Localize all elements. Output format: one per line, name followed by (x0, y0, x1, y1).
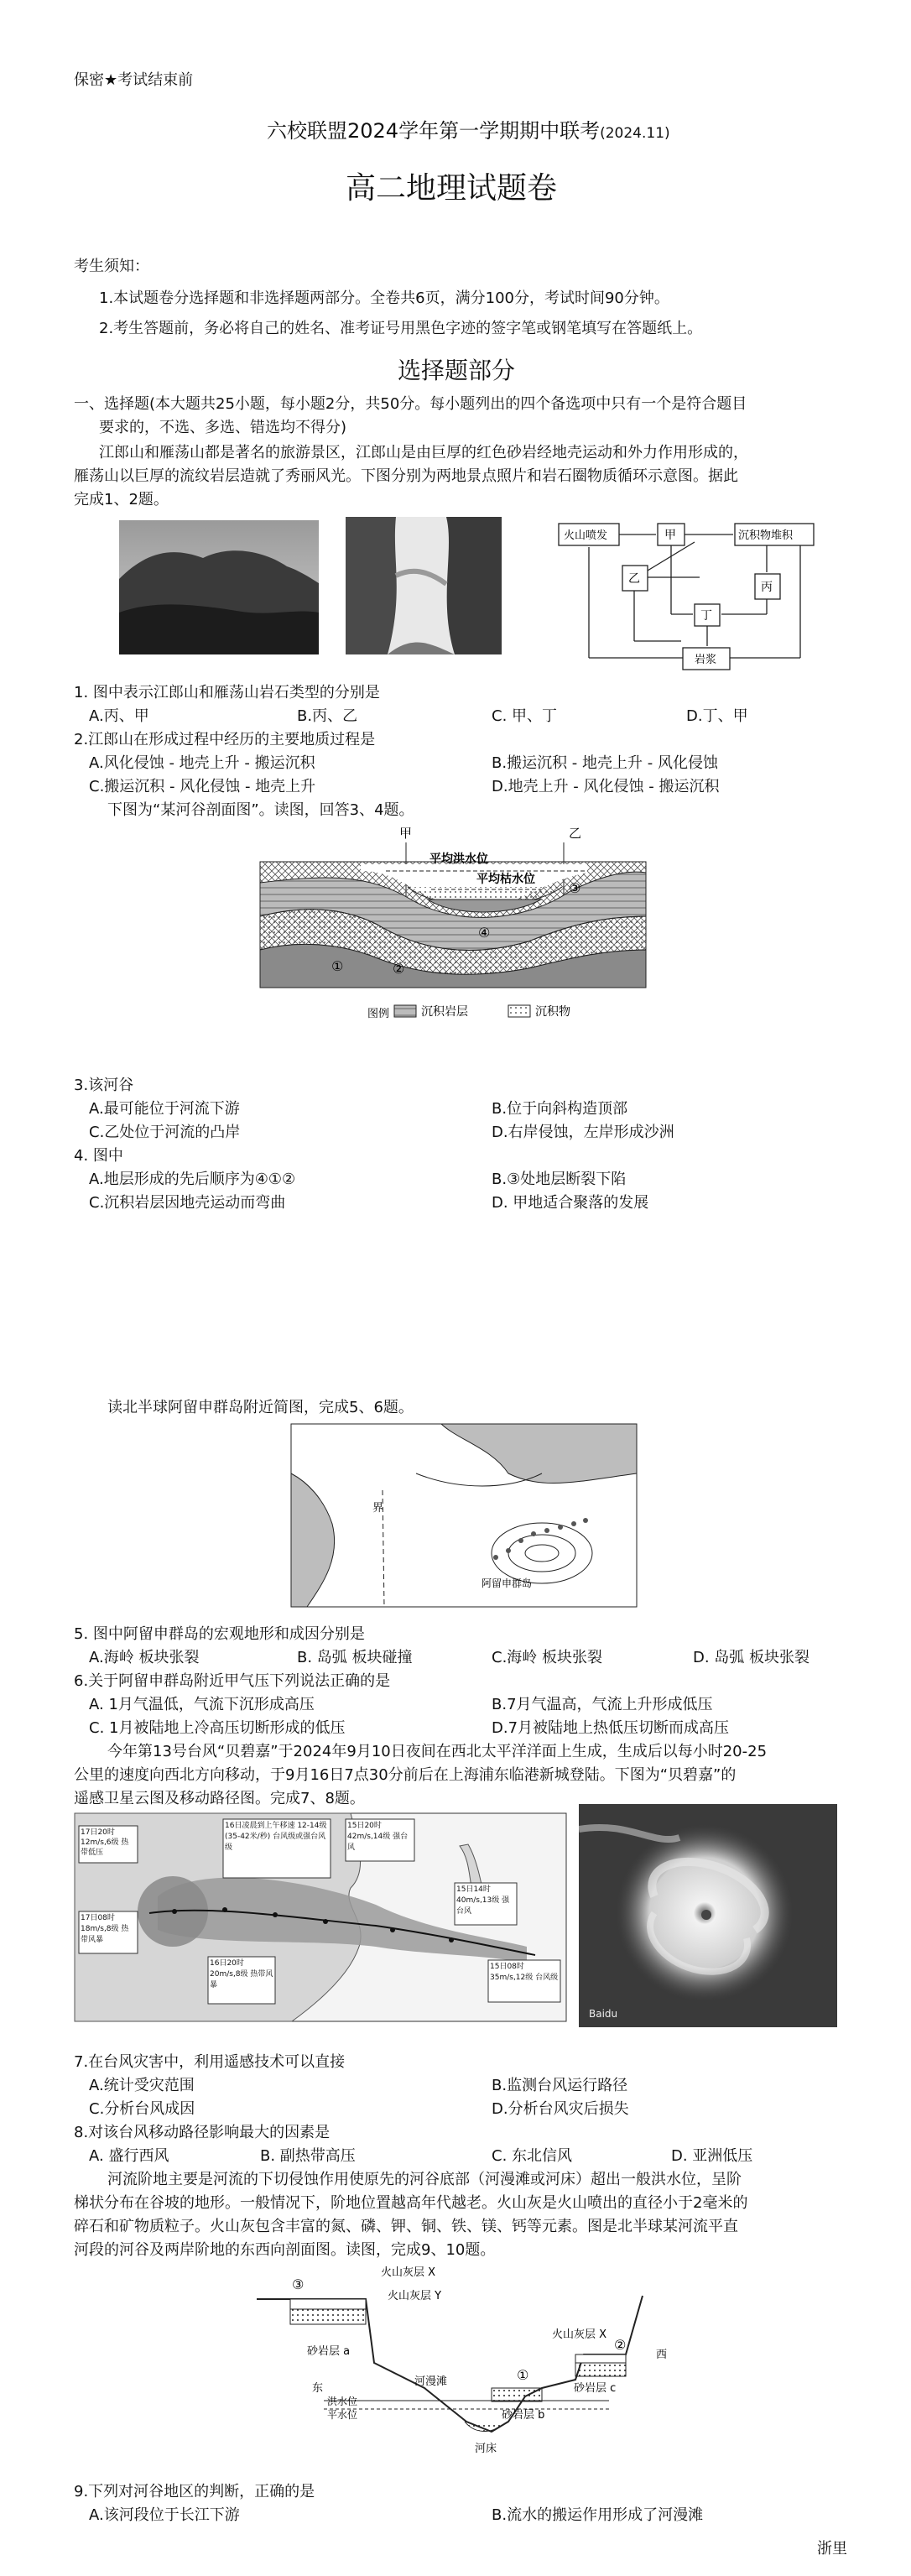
magma-box: 岩浆 (695, 654, 717, 666)
aleutian-map (290, 1423, 638, 1608)
q6-stem: 6.关于阿留申群岛附近甲气压下列说法正确的是 (74, 1672, 391, 1690)
section-title: 选择题部分 (398, 357, 516, 384)
passage5-line4: 河段的河谷及两岸阶地的东西向剖面图。读图，完成9、10题。 (74, 2241, 496, 2259)
page-footer: 浙里 (817, 2540, 847, 2558)
q5-option-b: B. 岛弧 板块碰撞 (297, 1649, 413, 1666)
notice-item-2: 2.考生答题前，务必将自己的姓名、准考证号用黑色字迹的签字笔或钢笔填写在答题纸上。 (99, 320, 703, 337)
rock-cycle-diagram (557, 515, 817, 675)
profile-flood-level: 平均洪水位 (429, 853, 488, 866)
typhoon-track-map (74, 1812, 567, 2022)
q4-option-a: A.地层形成的先后顺序为④①② (89, 1171, 296, 1188)
q5-option-a: A.海岭 板块张裂 (89, 1649, 200, 1666)
q7-option-b: B.监测台风运行路径 (492, 2077, 628, 2094)
map-boundary-mark: 界 (372, 1502, 384, 1515)
terrace-n2: ② (614, 2337, 627, 2353)
q8-option-d: D. 亚洲低压 (671, 2147, 753, 2165)
q6-option-c: C. 1月被陆地上冷高压切断形成的低压 (89, 1719, 346, 1737)
q1-stem: 1. 图中表示江郎山和雁荡山岩石类型的分别是 (74, 684, 380, 701)
q1-option-a: A.丙、甲 (89, 707, 149, 725)
q6-option-a: A. 1月气温低，气流下沉形成高压 (89, 1696, 315, 1713)
track-label-15-14: 15日14时 40m/s,13级 强台风 (456, 1885, 510, 1916)
track-label-15-08: 15日08时 35m/s,12级 台风级 (490, 1963, 559, 1982)
box-bing: 丙 (761, 581, 773, 594)
passage4-line1: 今年第13号台风“贝碧嘉”于2024年9月10日夜间在西北太平洋洋面上生成，生成后以每小时20-25 (107, 1743, 768, 1760)
track-label-16-morning: 16日凌晨到上午移速 12-14级(35-42米/秒) 台风级或强台风级 (225, 1822, 327, 1852)
q3-option-c: C.乙处位于河流的凸岸 (89, 1124, 241, 1141)
volcano-box: 火山喷发 (564, 529, 608, 542)
track-label-17-08: 17日08时 18m/s,8级 热带风暴 (81, 1914, 129, 1944)
passage5-line3: 碎石和矿物质粒子。火山灰包含丰富的氮、磷、钾、铜、铁、镁、钙等元素。图是北半球某河流平直 (74, 2218, 738, 2235)
terrace-sand-a: 砂岩层 a (307, 2345, 351, 2358)
satellite-cloud-image (579, 1804, 837, 2027)
terrace-normal-level: 平水位 (327, 2409, 358, 2421)
section-intro-2: 要求的，不选、多选、错选均不得分) (99, 419, 347, 436)
passage1-line2: 雁荡山以巨厚的流纹岩层造就了秀丽风光。下图分别为两地景点照片和岩石圈物质循环示意图。据此 (74, 467, 738, 485)
profile-n2: ② (393, 961, 405, 977)
passage4-line3: 遥感卫星云图及移动路径图。完成7、8题。 (74, 1790, 365, 1807)
terrace-ash-y: 火山灰层 Y (388, 2290, 442, 2302)
notice-item-1: 1.本试题卷分选择题和非选择题两部分。全卷共6页，满分100分，考试时间90分钟。 (99, 289, 669, 307)
notice-heading: 考生须知： (74, 258, 149, 275)
track-label-17-20: 17日20时 12m/s,6级 热带低压 (81, 1828, 129, 1857)
q9-stem: 9.下列对河谷地区的判断，正确的是 (74, 2483, 315, 2500)
terrace-west: 西 (656, 2349, 668, 2361)
q4-option-c: C.沉积岩层因地壳运动而弯曲 (89, 1194, 286, 1212)
q3-option-b: B.位于向斜构造顶部 (492, 1100, 628, 1118)
q1-option-d: D.丁、甲 (686, 707, 748, 725)
q4-stem: 4. 图中 (74, 1147, 123, 1165)
passage4-line2: 公里的速度向西北方向移动，于9月16日7点30分前后在上海浦东临港新城登陆。下图为“贝碧嘉”的 (74, 1766, 737, 1784)
paper-title: 高二地理试题卷 (346, 171, 558, 206)
q8-option-c: C. 东北信风 (492, 2147, 573, 2165)
box-jia: 甲 (664, 529, 676, 542)
terrace-floodplain: 河漫滩 (414, 2375, 448, 2388)
q2-option-b: B.搬运沉积 - 地壳上升 - 风化侵蚀 (492, 754, 718, 772)
q2-option-c: C.搬运沉积 - 风化侵蚀 - 地壳上升 (89, 778, 316, 795)
satellite-watermark: Baidu (589, 2008, 618, 2020)
terrace-riverbed: 河床 (475, 2443, 497, 2455)
q2-option-d: D.地壳上升 - 风化侵蚀 - 搬运沉积 (492, 778, 720, 795)
q4-option-d: D. 甲地适合聚落的发展 (492, 1194, 649, 1212)
map-aleutian-label: 阿留申群岛 (482, 1577, 533, 1589)
profile-yi: 乙 (569, 826, 582, 841)
confidential-label: 保密★考试结束前 (74, 71, 194, 89)
terrace-ash-x-right: 火山灰层 X (552, 2328, 607, 2341)
sediment-box: 沉积物堆积 (738, 529, 794, 542)
q5-stem: 5. 图中阿留申群岛的宏观地形和成因分别是 (74, 1625, 365, 1643)
profile-n1: ① (331, 958, 344, 974)
passage5-line1: 河流阶地主要是河流的下切侵蚀作用使原先的河谷底部（河漫滩或河床）超出一般洪水位，呈阶 (107, 2171, 742, 2188)
q2-stem: 2.江郎山在形成过程中经历的主要地质过程是 (74, 731, 376, 748)
q1-option-b: B.丙、乙 (297, 707, 358, 725)
terrace-n1: ① (517, 2367, 529, 2383)
jianglang-photo (119, 520, 319, 654)
q3-option-d: D.右岸侵蚀，左岸形成沙洲 (492, 1124, 674, 1141)
passage2: 下图为“某河谷剖面图”。读图，回答3、4题。 (107, 801, 414, 819)
passage5-line2: 梯状分布在谷坡的地形。一般情况下，阶地位置越高年代越老。火山灰是火山喷出的直径小于2毫米的 (74, 2194, 748, 2212)
legend-title-1: 图例 (367, 1008, 390, 1020)
q3-stem: 3.该河谷 (74, 1077, 134, 1094)
passage1-line3: 完成1、2题。 (74, 491, 169, 508)
river-terrace-diagram (240, 2262, 693, 2472)
box-yi: 乙 (628, 572, 640, 586)
profile-n4: ④ (478, 925, 491, 941)
q3-option-a: A.最可能位于河流下游 (89, 1100, 240, 1118)
q5-option-d: D. 岛弧 板块张裂 (693, 1649, 810, 1666)
box-ding: 丁 (700, 609, 712, 623)
passage1-line1: 江郎山和雁荡山都是著名的旅游景区，江郎山是由巨厚的红色砂岩经地壳运动和外力作用形成的， (99, 444, 748, 461)
terrace-sand-b: 砂岩层 b (502, 2409, 545, 2422)
yandang-photo (346, 517, 502, 654)
terrace-ash-x-left: 火山灰层 X (381, 2266, 436, 2279)
q9-option-a: A.该河段位于长江下游 (89, 2506, 240, 2524)
q7-option-c: C.分析台风成因 (89, 2100, 195, 2118)
q6-option-d: D.7月被陆地上热低压切断而成高压 (492, 1719, 730, 1737)
exam-title: 六校联盟2024学年第一学期期中联考(2024.11) (267, 119, 670, 143)
profile-n3: ③ (569, 880, 581, 896)
section-intro-1: 一、选择题(本大题共25小题，每小题2分，共50分。每小题列出的四个备选项中只有一个是符合题目 (74, 395, 747, 413)
q5-option-c: C.海岭 板块张裂 (492, 1649, 603, 1666)
profile-jia: 甲 (399, 826, 413, 841)
q1-option-c: C. 甲、丁 (492, 707, 558, 725)
passage3: 读北半球阿留申群岛附近简图，完成5、6题。 (107, 1399, 414, 1416)
q9-option-b: B.流水的搬运作用形成了河漫滩 (492, 2506, 704, 2524)
q8-stem: 8.对该台风移动路径影响最大的因素是 (74, 2124, 331, 2141)
track-label-16-20: 16日20时 20m/s,8级 热带风暴 (210, 1959, 273, 1989)
q2-option-a: A.风化侵蚀 - 地壳上升 - 搬运沉积 (89, 754, 315, 772)
terrace-sand-c: 砂岩层 c (574, 2382, 617, 2395)
q6-option-b: B.7月气温高，气流上升形成低压 (492, 1696, 713, 1713)
legend-sediment: 沉积物 (535, 1005, 570, 1019)
terrace-east: 东 (312, 2382, 324, 2395)
q7-stem: 7.在台风灾害中，利用遥感技术可以直接 (74, 2053, 346, 2071)
river-profile-diagram (252, 824, 654, 1051)
q7-option-d: D.分析台风灾后损失 (492, 2100, 629, 2118)
terrace-flood-level: 洪水位 (327, 2396, 358, 2407)
q7-option-a: A.统计受灾范围 (89, 2077, 195, 2094)
legend-rock: 沉积岩层 (421, 1005, 468, 1019)
q8-option-b: B. 副热带高压 (260, 2147, 356, 2165)
terrace-n3: ③ (292, 2276, 305, 2292)
q8-option-a: A. 盛行西风 (89, 2147, 169, 2165)
profile-dry-level: 平均枯水位 (476, 873, 535, 886)
track-label-15-20: 15日20时 42m/s,14级 强台风 (347, 1822, 409, 1852)
q4-option-b: B.③处地层断裂下陷 (492, 1171, 627, 1188)
